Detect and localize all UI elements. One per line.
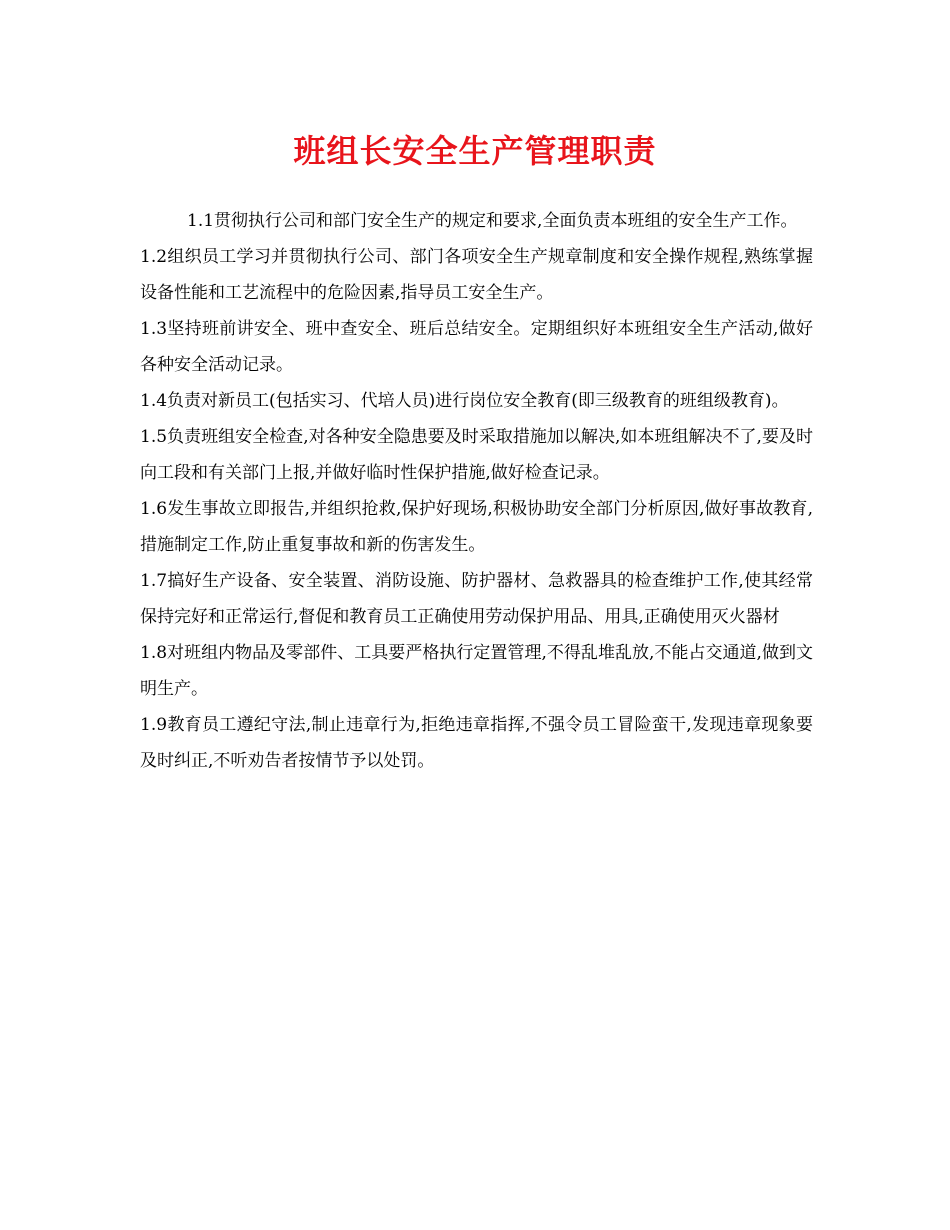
clause-1-8: 1.8对班组内物品及零部件、工具要严格执行定置管理,不得乱堆乱放,不能占交通道,做到文明生产。	[140, 643, 813, 699]
document-body	[140, 203, 813, 779]
clause-1-9: 1.9教育员工遵纪守法,制止违章行为,拒绝违章指挥,不强令员工冒险蛮干,发现违章现象要及时纠正,不听劝告者按情节予以处罚。	[140, 715, 813, 771]
clause-1-6: 1.6发生事故立即报告,并组织抢救,保护好现场,积极协助安全部门分析原因,做好事故教育,措施制定工作,防止重复事故和新的伤害发生。	[140, 499, 813, 555]
clause-1-1: 1.1贯彻执行公司和部门安全生产的规定和要求,全面负责本班组的安全生产工作。	[187, 211, 798, 231]
clause-1-2: 1.2组织员工学习并贯彻执行公司、部门各项安全生产规章制度和安全操作规程,熟练掌握设备性能和工艺流程中的危险因素,指导员工安全生产。	[140, 247, 813, 303]
clause-1-4: 1.4负责对新员工(包括实习、代培人员)进行岗位安全教育(即三级教育的班组级教育)。	[140, 391, 789, 411]
document-title: 班组长安全生产管理职责	[293, 132, 657, 170]
clause-1-5: 1.5负责班组安全检查,对各种安全隐患要及时采取措施加以解决,如本班组解决不了,要及时向工段和有关部门上报,并做好临时性保护措施,做好检查记录。	[140, 427, 813, 483]
clause-1-7: 1.7搞好生产设备、安全装置、消防设施、防护器材、急救器具的检查维护工作,使其经常保持完好和正常运行,督促和教育员工正确使用劳动保护用品、用具,正确使用灭火器材	[140, 571, 813, 627]
clause-1-3: 1.3坚持班前讲安全、班中查安全、班后总结安全。定期组织好本班组安全生产活动,做好各种安全活动记录。	[140, 319, 813, 375]
